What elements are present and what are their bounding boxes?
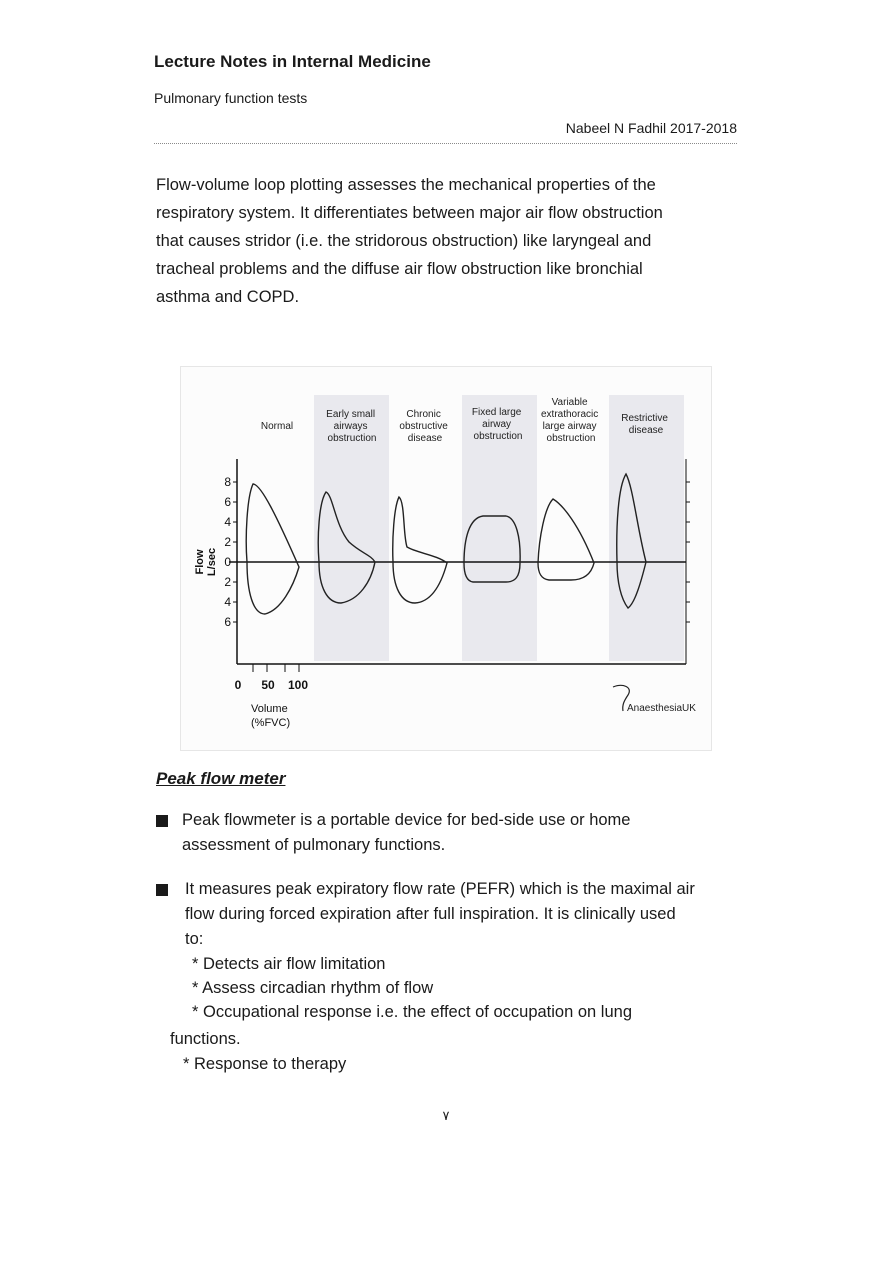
panel-label-early-small-airways bbox=[326, 409, 378, 444]
bullet-item bbox=[156, 808, 741, 864]
x-axis-title-line: (%FVC) bbox=[251, 717, 291, 729]
bullet-text bbox=[185, 877, 745, 952]
panel-label-line: obstructive bbox=[399, 421, 448, 432]
intro-line: respiratory system. It differentiates between major air flow obstruction bbox=[156, 204, 663, 222]
bullet-text bbox=[182, 808, 742, 858]
panel-label-line: Early small bbox=[326, 409, 376, 420]
use-item: * Detects air flow limitation bbox=[192, 955, 386, 973]
bullet-item bbox=[156, 877, 741, 955]
right-tick-marks bbox=[686, 482, 690, 622]
bullet-line: It measures peak expiratory flow rate (PEFR) which is the maximal air bbox=[185, 880, 695, 898]
y-tick-label: 4 bbox=[224, 515, 231, 529]
use-item: * Response to therapy bbox=[183, 1055, 347, 1073]
y-axis-title-line: Flow bbox=[194, 549, 206, 575]
panel-label-line: disease bbox=[407, 433, 443, 444]
flow-volume-loop-diagram bbox=[181, 367, 711, 750]
y-axis-title bbox=[194, 548, 218, 576]
bullet-line: to: bbox=[185, 930, 204, 948]
panel-label-line: airway bbox=[482, 419, 512, 430]
y-tick-label: 2 bbox=[224, 535, 231, 549]
use-item: * Assess circadian rhythm of flow bbox=[192, 979, 434, 997]
y-tick-label: 4 bbox=[224, 595, 231, 609]
panel-label-variable-extrathoracic bbox=[541, 397, 601, 444]
panel-label-line: obstruction bbox=[546, 433, 596, 444]
panel-label-line: Restrictive bbox=[621, 413, 668, 424]
panel-label-line: extrathoracic bbox=[540, 409, 599, 420]
panel-label-line: Variable bbox=[551, 397, 588, 408]
panel-label-normal bbox=[261, 421, 293, 432]
intro-line: asthma and COPD. bbox=[156, 288, 300, 306]
y-tick-label: 2 bbox=[224, 575, 231, 589]
x-tick-label: 50 bbox=[261, 678, 275, 692]
bullet-line: assessment of pulmonary functions. bbox=[182, 836, 446, 854]
panel-label-line: disease bbox=[628, 425, 664, 436]
panel-label-line: airways bbox=[333, 421, 368, 432]
document-author: Nabeel N Fadhil 2017-2018 bbox=[565, 120, 737, 136]
document-subtitle: Pulmonary function tests bbox=[154, 90, 308, 106]
panel-label-line: Chronic bbox=[406, 409, 441, 420]
bullet-square-icon bbox=[156, 815, 168, 827]
use-item-continuation: functions. bbox=[170, 1030, 241, 1048]
y-tick-label: 0 bbox=[224, 555, 231, 569]
loop-chronic-obstructive-disease bbox=[393, 497, 447, 603]
panel-label-line: Fixed large bbox=[471, 407, 522, 418]
figure-credit: AnaesthesiaUK bbox=[627, 703, 696, 714]
panel-label-chronic-obstructive bbox=[399, 409, 450, 444]
bullet-line: flow during forced expiration after full inspiration. It is clinically used bbox=[185, 905, 676, 923]
x-axis-title-line: Volume bbox=[251, 703, 288, 715]
panel-label-line: large airway bbox=[542, 421, 597, 432]
intro-line: Flow-volume loop plotting assesses the mechanical properties of the bbox=[156, 176, 656, 194]
y-tick-label: 8 bbox=[224, 475, 231, 489]
panel-label-line: obstruction bbox=[473, 431, 523, 442]
loop-normal bbox=[246, 484, 299, 614]
use-item: * Occupational response i.e. the effect of occupation on lung bbox=[192, 1003, 632, 1021]
flow-volume-loops bbox=[246, 474, 646, 614]
bullet-square-icon bbox=[156, 884, 168, 896]
x-tick-label: 0 bbox=[234, 678, 242, 692]
x-tick-label: 100 bbox=[287, 678, 309, 692]
intro-paragraph bbox=[156, 171, 741, 311]
y-axis-title-line: L/sec bbox=[206, 547, 218, 577]
y-tick-labels bbox=[224, 475, 231, 629]
y-tick-label: 6 bbox=[224, 495, 231, 509]
intro-line: that causes stridor (i.e. the stridorous obstruction) like laryngeal and bbox=[156, 232, 652, 250]
intro-line: tracheal problems and the diffuse air flow obstruction like bronchial bbox=[156, 260, 643, 278]
section-heading-peak-flow: Peak flow meter bbox=[156, 769, 286, 788]
x-tick-labels bbox=[235, 678, 309, 692]
panel-label-line: obstruction bbox=[327, 433, 377, 444]
document-title: Lecture Notes in Internal Medicine bbox=[154, 52, 431, 71]
page-number: ٧ bbox=[442, 1108, 450, 1123]
bullet-line: Peak flowmeter is a portable device for bed-side use or home bbox=[182, 811, 631, 829]
header-divider bbox=[154, 143, 737, 144]
panel-label-line: Normal bbox=[260, 421, 294, 432]
x-axis-title bbox=[251, 703, 290, 729]
y-tick-label: 6 bbox=[224, 615, 231, 629]
flow-volume-loop-figure bbox=[180, 366, 712, 751]
loop-variable-extrathoracic-obstruction bbox=[538, 499, 594, 580]
x-tick-marks bbox=[253, 664, 299, 672]
